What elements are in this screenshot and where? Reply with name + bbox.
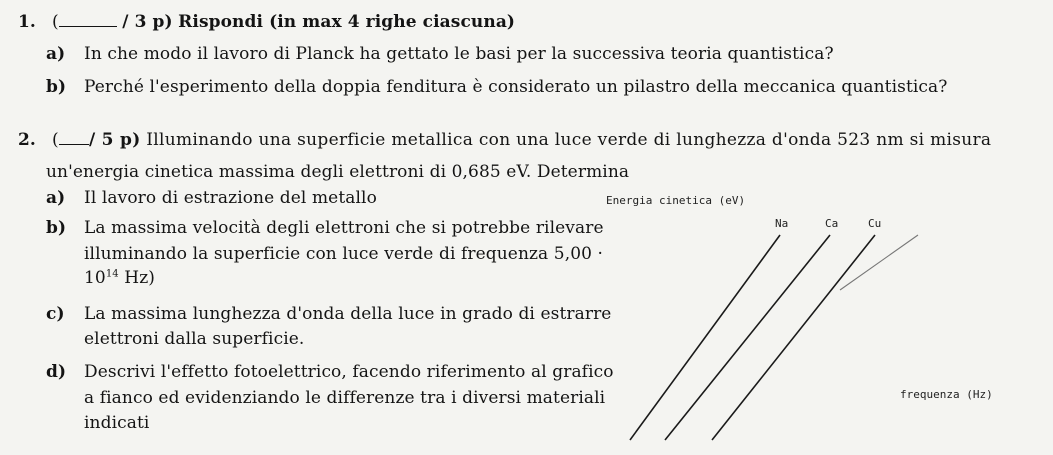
q2b-power-exp: 14: [105, 268, 119, 280]
q1-blank-open: (: [52, 12, 59, 32]
q2b-line2: illuminando la superficie con luce verde di frequenza 5,00 ·: [84, 244, 604, 264]
q2d-line3: indicati: [84, 413, 150, 433]
q2-number: 2.: [18, 130, 36, 150]
graph-series-ca: Ca: [825, 217, 839, 230]
q2-points: / 5 p): [88, 130, 141, 150]
q1-score-blank[interactable]: [59, 12, 117, 27]
graph-y-label: Energia cinetica (eV): [606, 194, 746, 207]
q1-instruction: Rispondi (in max 4 righe ciascuna): [178, 12, 516, 32]
q1b-text: Perché l'esperimento della doppia fenditura è considerato un pilastro della meccanica quantistica?: [84, 77, 948, 97]
graph-line-cu: [712, 235, 875, 440]
q2b-power-base: 10: [84, 268, 106, 288]
graph-line-ca: [665, 235, 830, 440]
q2a-text: Il lavoro di estrazione del metallo: [84, 188, 377, 208]
q2c-line2: elettroni dalla superficie.: [84, 329, 305, 349]
q1-number: 1.: [18, 12, 36, 32]
graph-x-label: frequenza (Hz): [900, 388, 993, 401]
q2d-line1: Descrivi l'effetto fotoelettrico, facendo riferimento al grafico: [84, 362, 614, 382]
kinetic-energy-graph: [600, 190, 1040, 452]
q2c-line1: La massima lunghezza d'onda della luce in grado di estrarre: [84, 304, 612, 324]
graph-series-na: Na: [775, 217, 789, 230]
q1a-label: a): [46, 44, 66, 64]
q2-header: [52, 130, 991, 150]
q2b-line1: La massima velocità degli elettroni che si potrebbe rilevare: [84, 218, 604, 238]
q2-blank-open: (: [52, 130, 59, 150]
q2-stem-line1: Illuminando una superficie metallica con una luce verde di lunghezza d'onda 523 nm si misura: [146, 130, 992, 150]
q1b-label: b): [46, 77, 67, 97]
graph-line-extra: [840, 235, 918, 290]
q2d-label: d): [46, 362, 67, 382]
q2-stem-line2: un'energia cinetica massima degli elettroni di 0,685 eV. Determina: [46, 162, 630, 182]
q1-points: / 3 p): [122, 12, 173, 32]
q1-header: [52, 12, 515, 32]
q2c-label: c): [46, 304, 65, 324]
q2a-label: a): [46, 188, 66, 208]
q2-score-blank[interactable]: [59, 130, 89, 145]
q2b-line3: [84, 268, 155, 288]
graph-series-cu: Cu: [868, 217, 882, 230]
q1a-text: In che modo il lavoro di Planck ha gettato le basi per la successiva teoria quantistica?: [84, 44, 834, 64]
q2d-line2: a fianco ed evidenziando le differenze tra i diversi materiali: [84, 388, 606, 408]
graph-line-na: [630, 235, 780, 440]
q2b-label: b): [46, 218, 67, 238]
q2b-unit: Hz): [118, 268, 155, 288]
